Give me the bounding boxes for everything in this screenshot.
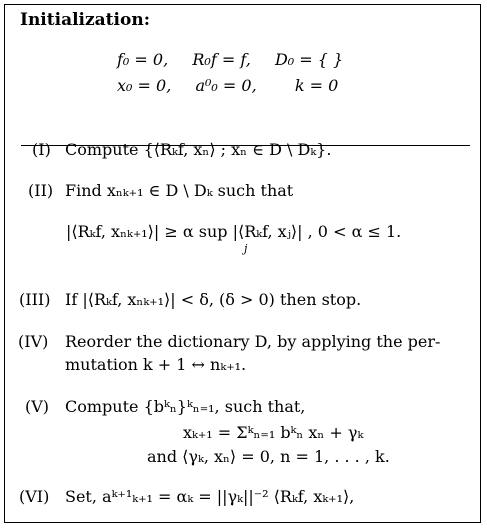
step-text-5: Compute {bᵏₙ}ᵏₙ₌₁, such that, (65, 397, 306, 416)
step-text-1: Compute {⟨Rₖf, xₙ⟩ ; xₙ ∈ D \ Dₖ}. (65, 140, 332, 159)
init-line-2 (117, 76, 338, 95)
init-r0: R₀f = f, (192, 50, 251, 69)
init-line-1 (117, 50, 343, 69)
step-label-2: (II) (28, 181, 54, 200)
init-a0: a⁰₀ = 0, (195, 76, 257, 95)
step-label-3: (III) (19, 290, 51, 309)
init-f0: f₀ = 0, (117, 50, 169, 69)
step-text-4b: mutation k + 1 ↔ nₖ₊₁. (65, 355, 247, 374)
step-formula-2-sub: j (244, 242, 248, 255)
step-label-6: (VI) (19, 487, 50, 506)
init-d0: D₀ = { } (274, 50, 344, 69)
init-k: k = 0 (294, 76, 339, 95)
section-title: Initialization: (20, 10, 150, 30)
step-formula-5: xₖ₊₁ = Σᵏₙ₌₁ bᵏₙ xₙ + γₖ (183, 423, 364, 442)
step-text-3: If |⟨Rₖf, xₙₖ₊₁⟩| < δ, (δ > 0) then stop. (65, 290, 362, 309)
step-label-5: (V) (25, 397, 50, 416)
step-label-4: (IV) (18, 332, 49, 351)
step-text-6: Set, aᵏ⁺¹ₖ₊₁ = αₖ = ||γₖ||⁻² ⟨Rₖf, xₖ₊₁⟩, (65, 487, 355, 506)
step-text-4: Reorder the dictionary D, by applying the per- (65, 332, 441, 351)
step-label-1: (I) (32, 140, 51, 159)
step-formula-2: |⟨Rₖf, xₙₖ₊₁⟩| ≥ α sup |⟨Rₖf, xⱼ⟩| , 0 < α ≤ 1. (66, 222, 402, 241)
init-x0: x₀ = 0, (117, 76, 172, 95)
step-formula-5b: and ⟨γₖ, xₙ⟩ = 0, n = 1, . . . , k. (147, 447, 390, 466)
step-text-2: Find xₙₖ₊₁ ∈ D \ Dₖ such that (65, 181, 294, 200)
